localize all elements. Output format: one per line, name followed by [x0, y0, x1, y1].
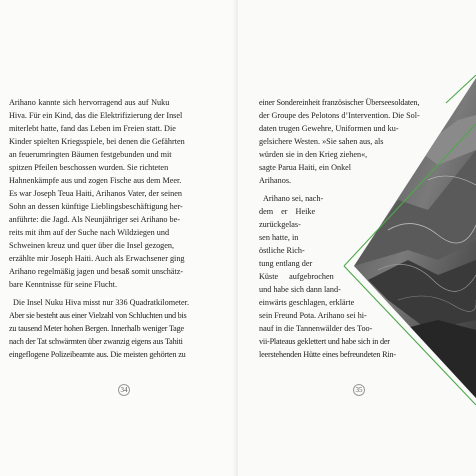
left-line: bare Kenntnisse für seine Flucht. — [9, 280, 118, 289]
left-line: eingeflogene Polizeibeamte aus. Die meisten gehörten zu — [9, 350, 186, 359]
right-line: sen hatte, in — [259, 233, 299, 242]
left-line: nach der Tat schwärmten über zwanzig eigens aus Tahiti — [9, 337, 183, 346]
right-line: einwärts geschlagen, erklärte — [259, 298, 355, 307]
right-line: sagte Parua Haiti, ein Onkel — [259, 163, 352, 172]
right-line: und habe sich dann land- — [259, 285, 341, 294]
right-line: dem er Heike — [259, 207, 316, 216]
left-line: Aber sie besteht aus einer Vielzahl von Schluchten und bis — [9, 311, 187, 320]
left-line: reits mit ihm auf der Suche nach Wildziegen und — [9, 228, 170, 237]
right-line: einer Sondereinheit französischer Überseesoldaten, — [259, 98, 420, 107]
right-line: nauf in die Tannenwälder des Too- — [259, 324, 373, 333]
left-line: an feuerumringten Bäumen festgebunden und mit — [9, 150, 172, 159]
left-line: anführte: die Jagd. Als Neunjähriger sei Arihano be- — [9, 215, 180, 224]
left-line: miterlebt hatte, fand das Leben im Freien statt. Die — [9, 124, 176, 133]
left-line: Die Insel Nuku Hiva misst nur 336 Quadratkilometer. — [13, 298, 189, 307]
left-line: Sohn an dessen künftige Lieblingsbeschäftigung her- — [9, 202, 183, 211]
right-line: daten trugen Gewehre, Uniformen und ku- — [259, 124, 399, 133]
right-line: zurückgelas- — [259, 220, 301, 229]
left-line: Arihano kannte sich hervorragend aus auf Nuku — [9, 98, 170, 107]
left-line: spitzen Pfeilen beschossen wurden. Sie richteten — [9, 163, 169, 172]
left-line: Arihano regelmäßig jagen und besaß somit unschätz- — [9, 267, 184, 276]
left-line: zu tausend Meter hohen Bergen. Innerhalb weniger Tage — [9, 324, 184, 333]
left-line: Kinder spielten Kriegsspiele, bei denen die Gefährten — [9, 137, 185, 146]
right-line: Arihanos. — [259, 176, 292, 185]
right-line: würden sie in den Krieg ziehen«, — [259, 150, 368, 159]
left-line: Schweinen kreuz und quer über die Insel gezogen, — [9, 241, 175, 250]
right-line: gelsichere Westen. »Sie sahen aus, als — [259, 137, 384, 146]
left-line: erzählte mir Joseph Haiti. Auch als Erwachsener ging — [9, 254, 185, 263]
right-line: vii-Plateaus geklettert und habe sich in der — [259, 337, 390, 346]
right-page — [238, 0, 476, 476]
right-line: Küste aufgebrochen — [259, 272, 334, 281]
right-line: sein Freund Pota. Arihano sei hi- — [259, 311, 367, 320]
right-line: tung entlang der — [259, 259, 313, 268]
page-number: 34 — [118, 384, 130, 396]
right-line: östliche Rich- — [259, 246, 305, 255]
left-line: Hahnenkämpfe aus und zogen Fische aus dem Meer. — [9, 176, 182, 185]
right-line: der Groupe des Pelotons d’Intervention. Die Sol- — [259, 111, 420, 120]
right-line: leerstehenden Hütte eines befreundeten Rin- — [259, 350, 396, 359]
right-line: Arihano sei, nach- — [263, 194, 324, 203]
left-line: Hiva. Für ein Kind, das die Elektrifizierung der Insel — [9, 111, 183, 120]
page-number: 35 — [353, 384, 365, 396]
left-line: Es war Joseph Teua Haiti, Arihanos Vater, der seinen — [9, 189, 182, 198]
